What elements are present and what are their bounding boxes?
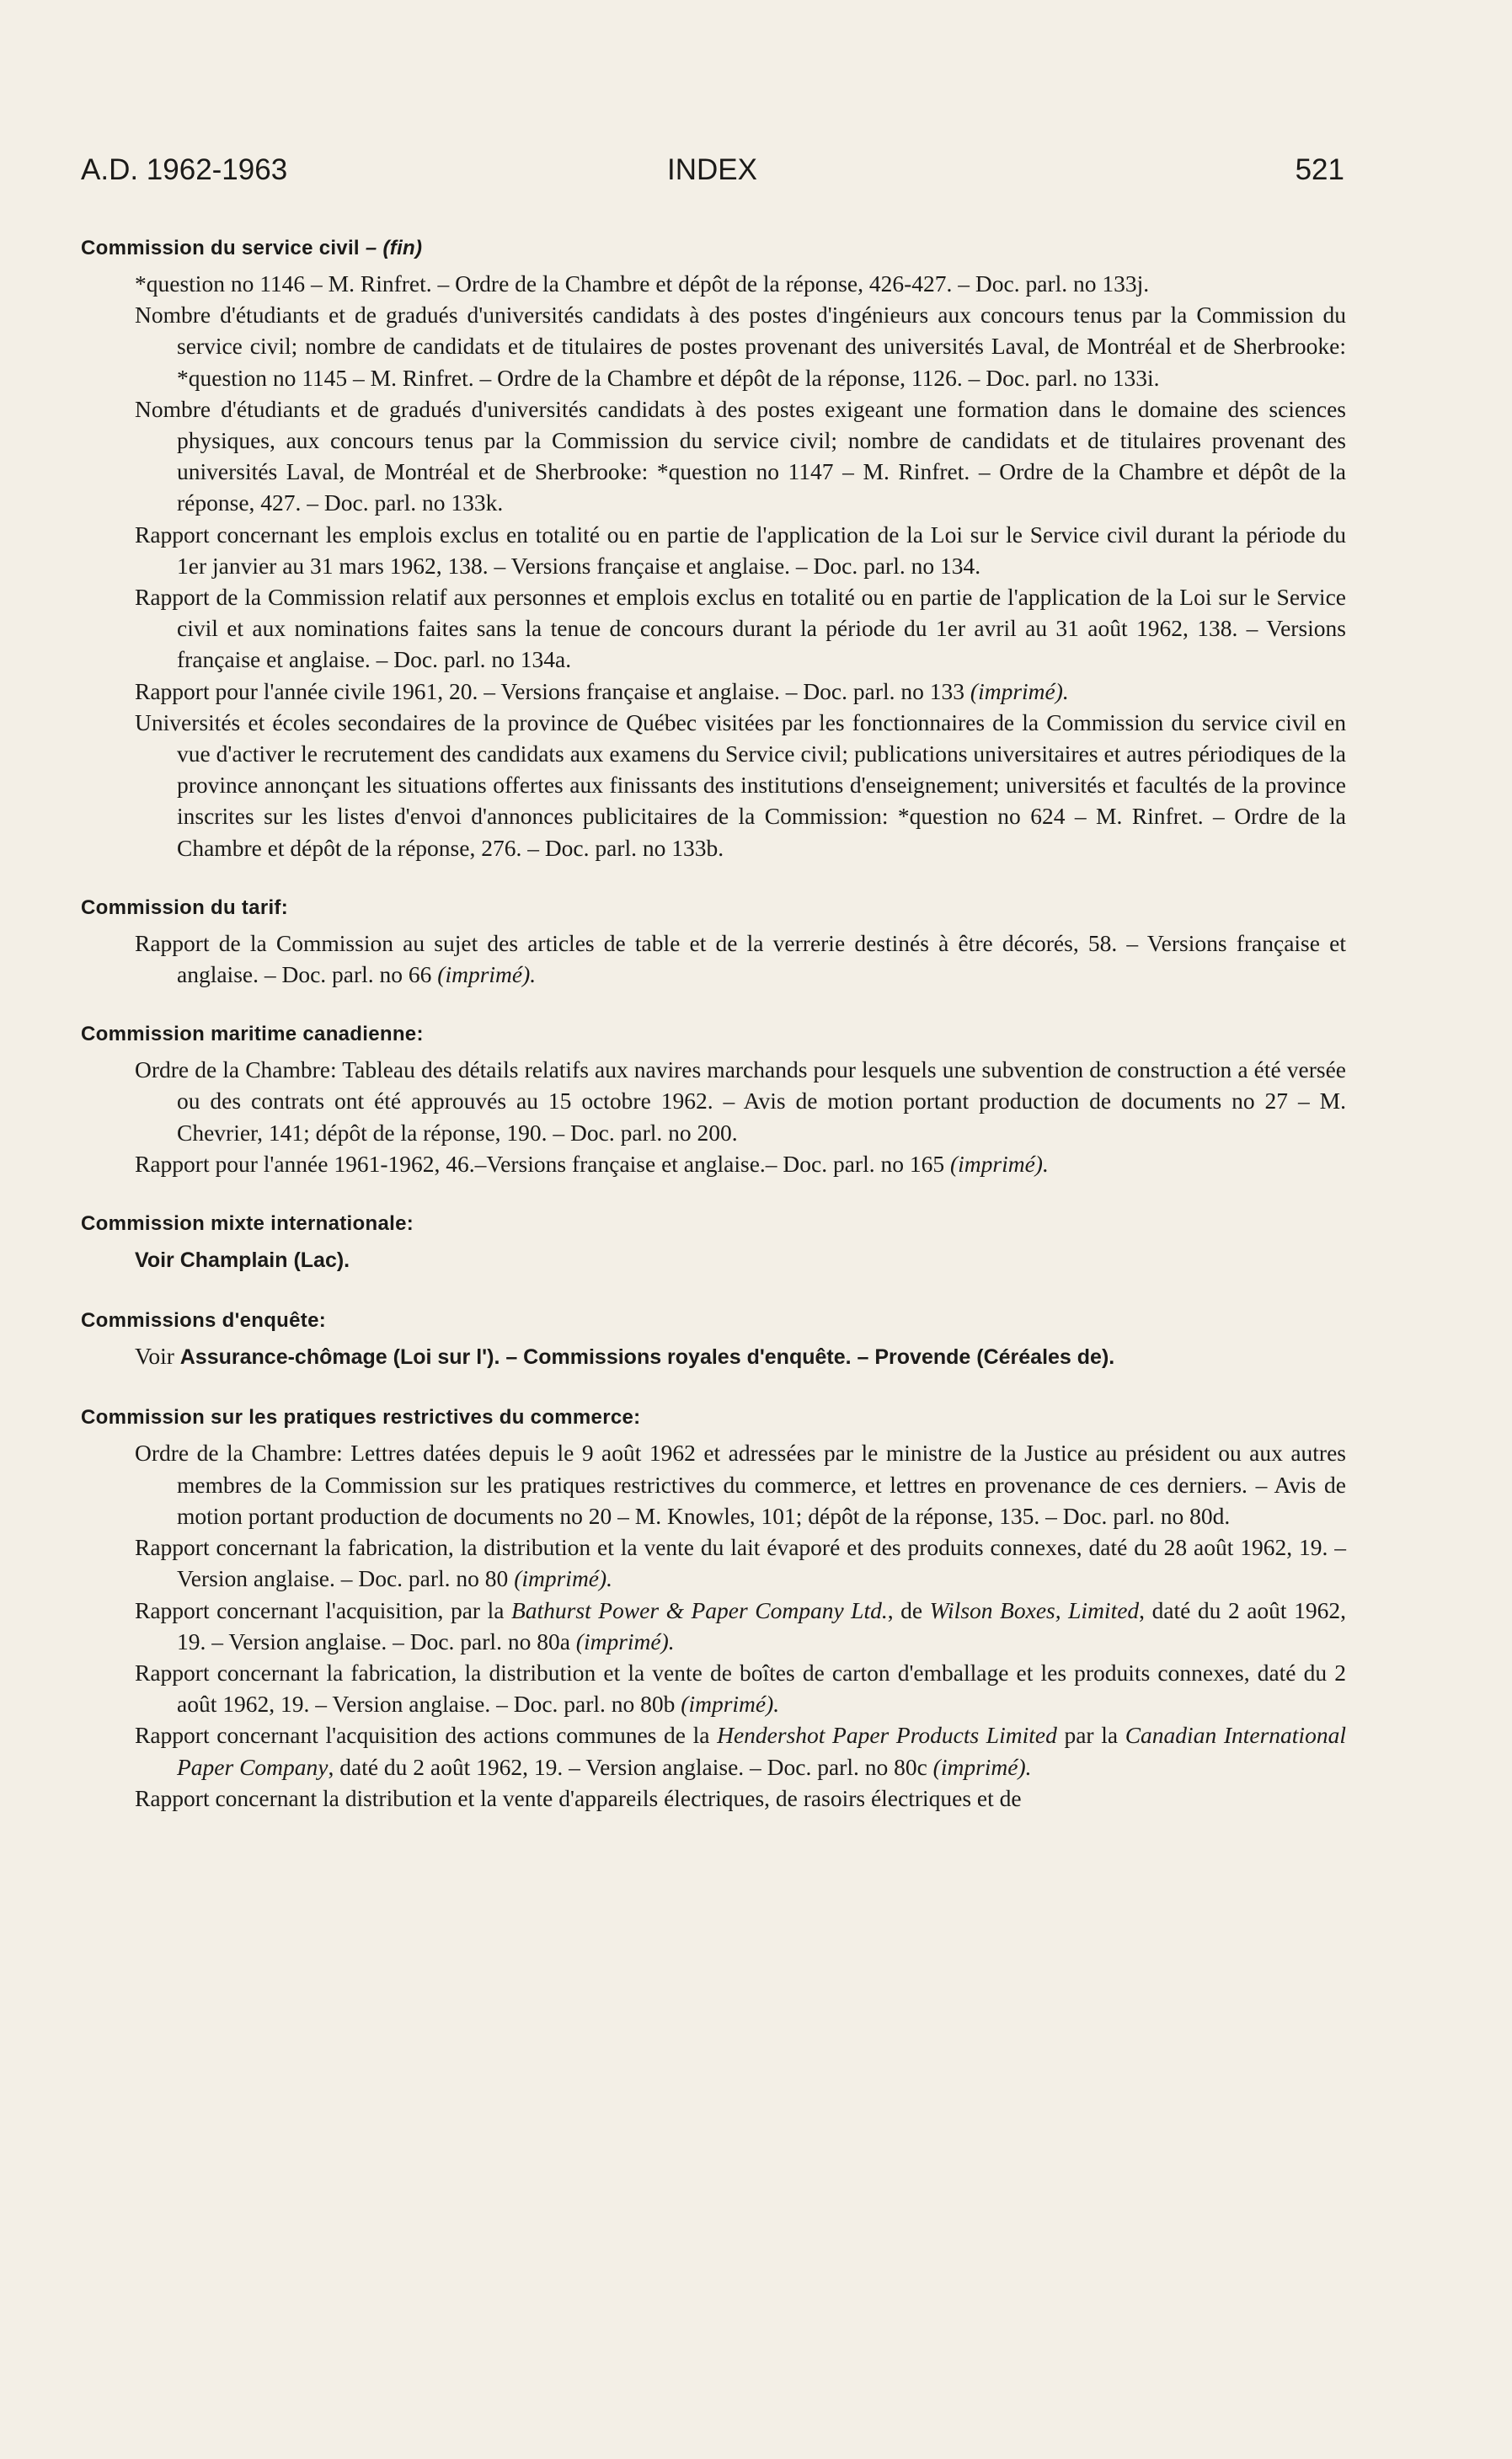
section-heading: Commission sur les pratiques restrictives du commerce: xyxy=(81,1406,641,1430)
entry-text: Rapport pour l'année 1961-1962, 46.–Versions française et anglaise.– Doc. parl. no 165 xyxy=(135,1150,950,1177)
entry-text: Rapport pour l'année civile 1961, 20. – Versions française et anglaise. – Doc. parl. no 133 xyxy=(135,677,970,704)
page-number: 521 xyxy=(1295,153,1344,186)
section-heading xyxy=(81,233,1346,265)
index-entry xyxy=(81,1657,1346,1719)
index-entry: *question no 1146 – M. Rinfret. – Ordre de la Chambre et dépôt de la réponse, 426-427. – Doc. parl. no 133j. xyxy=(135,270,1150,297)
entry-text: Rapport concernant l'acquisition des actions communes de la xyxy=(135,1722,718,1749)
index-entry xyxy=(81,676,1346,707)
index-entry: Rapport de la Commission relatif aux personnes et emplois exclus en totalité ou en partie de l'application de la Loi sur le Service civil et aux nominations faites sans la tenue de concours durant la période du 1er avril au 31 août 1962, 138. – Versions française et anglaise. – Doc. parl. no 134a. xyxy=(135,584,1346,673)
entry-text: Rapport concernant la fabrication, la distribution et la vente du lait évaporé et des produits connexes, daté du 28 août 1962, 19. – Version anglaise. – Doc. parl. no 80 xyxy=(135,1534,1346,1592)
entry-text: , daté du 2 août 1962, 19. – Version anglaise. – Doc. parl. no 80a xyxy=(177,1596,1346,1654)
index-entry: Rapport concernant la distribution et la vente d'appareils électriques, de rasoirs électriques et de xyxy=(135,1784,1022,1811)
section-pratiques-restrictives xyxy=(81,1402,1346,1813)
entry-text: Rapport concernant l'acquisition, par la xyxy=(135,1596,511,1623)
entry-italic: (imprimé). xyxy=(681,1691,780,1718)
index-entry xyxy=(81,1595,1346,1657)
entry-text: Rapport concernant la fabrication, la distribution et la vente de boîtes de carton d'emballage et les produits connexes, daté du 2 août 1962, 19. – Version anglaise. – Doc. parl. no 80b xyxy=(135,1659,1346,1718)
company-name: Wilson Boxes, Limited xyxy=(929,1596,1140,1623)
company-name: Bathurst Power & Paper Company Ltd. xyxy=(510,1596,888,1623)
section-commission-service-civil xyxy=(81,233,1346,863)
index-entry xyxy=(81,1719,1346,1782)
entry-text: , de xyxy=(887,1596,930,1623)
see-reference: Assurance-chômage (Loi sur l'). – Commissions royales d'enquête. – Provende (Céréales de). xyxy=(179,1345,1115,1370)
section-commission-mixte xyxy=(81,1208,1346,1276)
index-entry: Universités et écoles secondaires de la province de Québec visitées par les fonctionnaires de la Commission du service civil en vue d'activer le recrutement des candidats aux examens du Service civil; publications universitaires et autres périodiques de la province annonçant les situations offertes aux finissants des institutions d'enseignement; universités et facultés de la province inscrites sur les listes d'envoi d'annonces publicitaires de la Commission: *question no 624 – M. Rinfret. – Ordre de la Chambre et dépôt de la réponse, 276. – Doc. parl. no 133b. xyxy=(135,708,1346,861)
company-name: Hendershot Paper Products Limited xyxy=(717,1722,1057,1749)
index-entry xyxy=(81,1340,1346,1373)
section-heading: Commission mixte internationale: xyxy=(81,1212,414,1236)
page-header xyxy=(81,153,1344,204)
index-entry: Ordre de la Chambre: Lettres datées depuis le 9 août 1962 et adressées par le ministre de la Justice au président ou aux autres membres de la Commission sur les pratiques restrictives du commerce, et lettres en provenance de ces derniers. – Avis de motion portant production de documents no 20 – M. Knowles, 101; dépôt de la réponse, 135. – Doc. parl. no 80d. xyxy=(135,1440,1346,1529)
company-name: Canadian International Paper Company xyxy=(177,1722,1346,1780)
entry-text: par la xyxy=(1056,1722,1125,1749)
index-entry xyxy=(81,1243,1346,1276)
header-title: INDEX xyxy=(667,153,757,186)
index-entry xyxy=(81,1532,1346,1594)
section-heading: Commissions d'enquête: xyxy=(81,1309,327,1333)
entry-italic: (imprimé). xyxy=(932,1753,1032,1780)
see-reference: Voir Champlain (Lac). xyxy=(135,1248,350,1273)
entry-italic: (imprimé). xyxy=(949,1150,1049,1177)
index-entry: Nombre d'étudiants et de gradués d'universités candidats à des postes d'ingénieurs aux concours tenus par la Commission du service civil; nombre de candidats et de titulaires de postes provenant des universités Laval, de Montréal et de Sherbrooke: *question no 1145 – M. Rinfret. – Ordre de la Chambre et dépôt de la réponse, 1126. – Doc. parl. no 133i. xyxy=(135,302,1346,391)
entry-italic: (imprimé). xyxy=(437,961,537,988)
index-entry: Ordre de la Chambre: Tableau des détails relatifs aux navires marchands pour lesquels une subvention de construction a été versée ou des contrats ont été approuvés au 15 octobre 1962. – Avis de motion portant production de documents no 27 – M. Chevrier, 141; dépôt de la réponse, 190. – Doc. parl. no 200. xyxy=(135,1056,1346,1146)
heading-text: Commission du service civil xyxy=(81,237,360,259)
entry-text: , daté du 2 août 1962, 19. – Version anglaise. – Doc. parl. no 80c xyxy=(328,1753,933,1780)
entry-italic: (imprimé). xyxy=(970,677,1069,704)
section-heading: Commission du tarif: xyxy=(81,895,289,919)
entry-text: Rapport de la Commission au sujet des articles de table et de la verrerie destinés à être décorés, 58. – Versions française et anglaise. – Doc. parl. no 66 xyxy=(135,929,1346,988)
heading-suffix: – (fin) xyxy=(359,237,423,259)
entry-italic: (imprimé). xyxy=(514,1565,613,1592)
section-commissions-enquete xyxy=(81,1305,1346,1373)
section-heading: Commission maritime canadienne: xyxy=(81,1023,424,1046)
entry-text: Voir xyxy=(135,1343,180,1370)
section-commission-tarif xyxy=(81,892,1346,990)
index-entry: Rapport concernant les emplois exclus en totalité ou en partie de l'application de la Loi sur le Service civil durant la période du 1er janvier au 31 mars 1962, 138. – Versions française et anglaise. – Doc. parl. no 134. xyxy=(135,521,1346,579)
index-entry xyxy=(81,1148,1346,1179)
index-entry: Nombre d'étudiants et de gradués d'universités candidats à des postes exigeant une formation dans le domaine des sciences physiques, aux concours tenus par la Commission du service civil; nombre de candidats et de titulaires provenant des universités Laval, de Montréal et de Sherbrooke: *question no 1147 – M. Rinfret. – Ordre de la Chambre et dépôt de la réponse, 427. – Doc. parl. no 133k. xyxy=(135,395,1346,516)
index-entry xyxy=(81,927,1346,990)
header-years: A.D. 1962-1963 xyxy=(81,153,288,186)
section-commission-maritime xyxy=(81,1018,1346,1179)
entry-italic: (imprimé). xyxy=(575,1628,675,1654)
index-content xyxy=(81,233,1346,1814)
